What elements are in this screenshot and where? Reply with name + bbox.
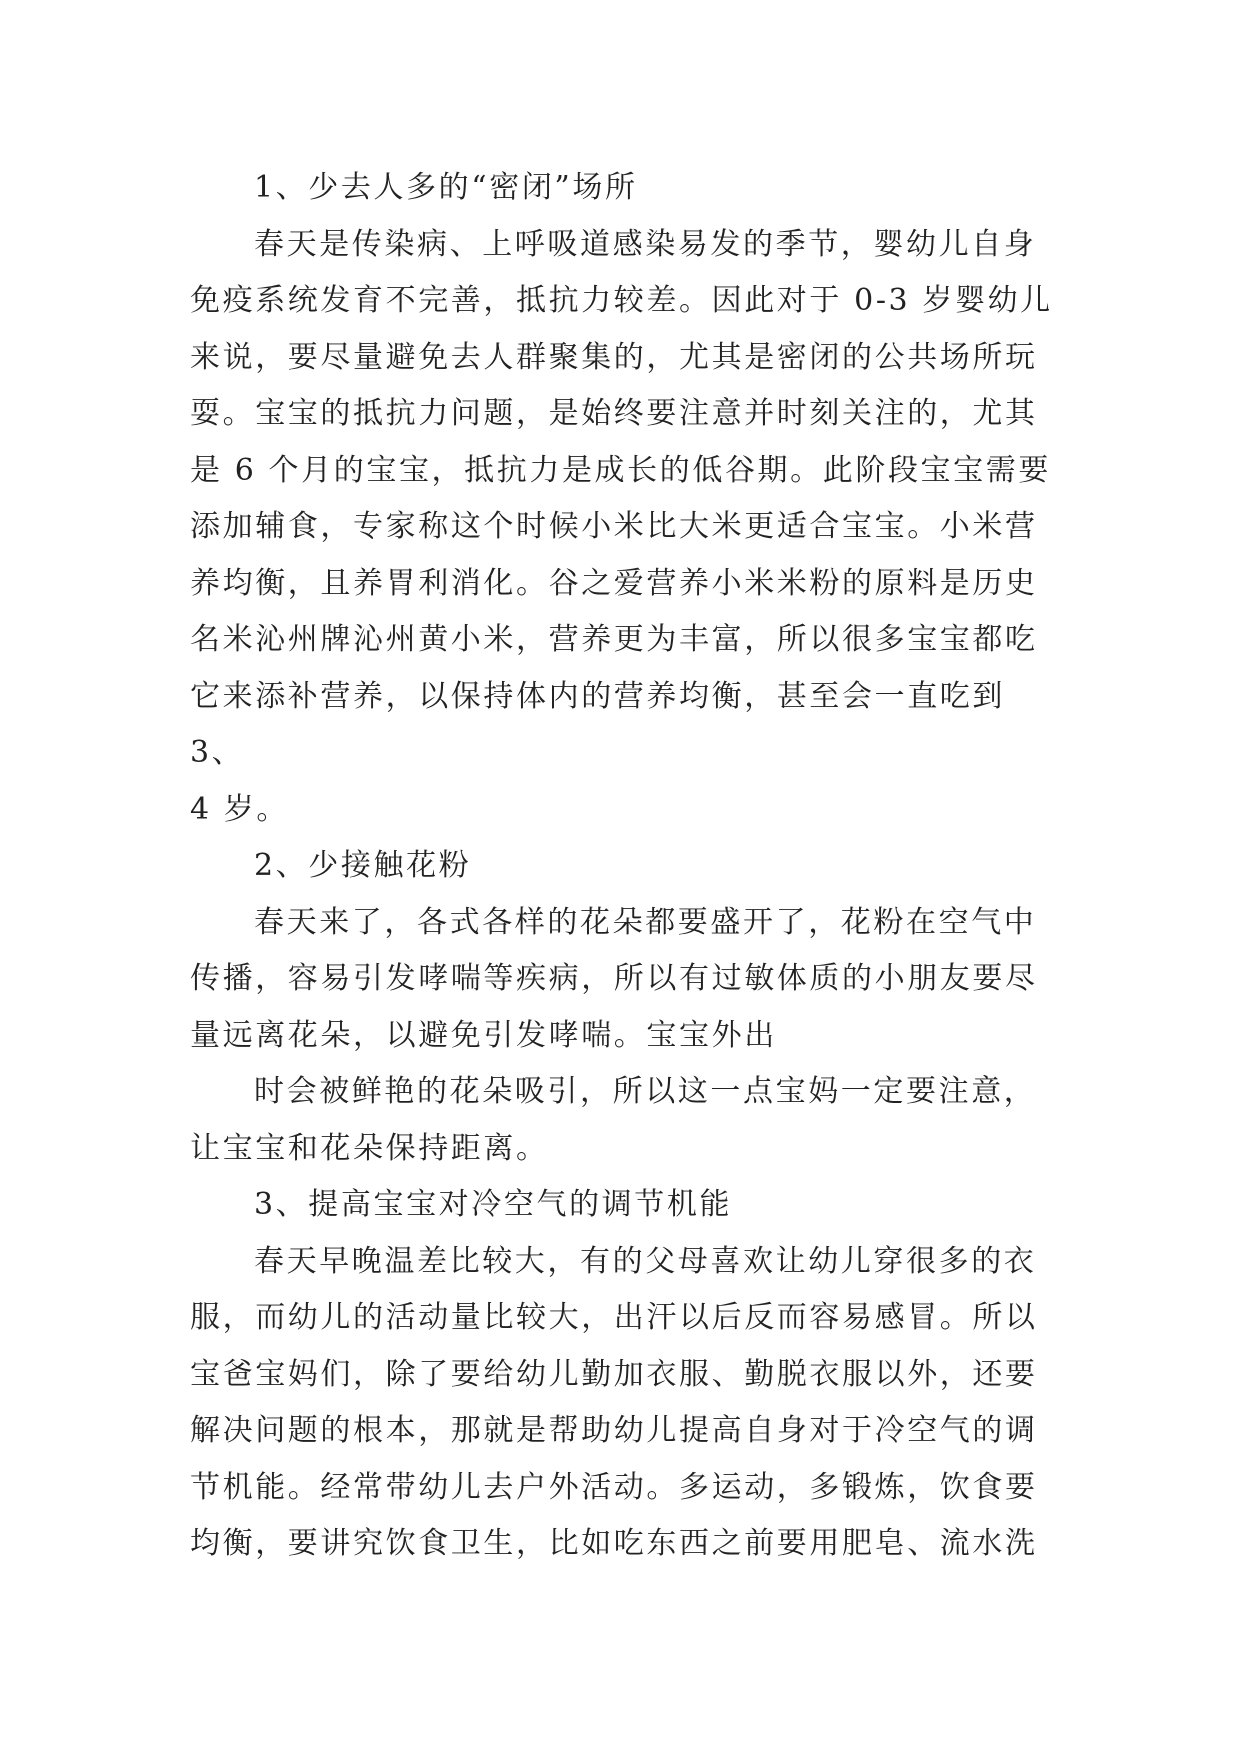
paragraph-line: 传播，容易引发哮喘等疾病，所以有过敏体质的小朋友要尽 bbox=[190, 961, 1038, 996]
paragraph-line: 春天是传染病、上呼吸道感染易发的季节，婴幼儿自身 bbox=[254, 226, 1037, 262]
paragraph-line: 解决问题的根本，那就是帮助幼儿提高自身对于冷空气的调 bbox=[190, 1413, 1038, 1448]
paragraph-line: 均衡，要讲究饮食卫生，比如吃东西之前要用肥皂、流水洗 bbox=[190, 1526, 1038, 1561]
paragraph-line: 来说，要尽量避免去人群聚集的，尤其是密闭的公共场所玩 bbox=[190, 339, 1038, 375]
paragraph-line: 是 6 个月的宝宝，抵抗力是成长的低谷期。此阶段宝宝需要 bbox=[190, 452, 1051, 488]
paragraph-line: 4 岁。 bbox=[190, 791, 290, 827]
paragraph-line: 节机能。经常带幼儿去户外活动。多运动，多锻炼，饮食要 bbox=[190, 1469, 1038, 1505]
paragraph-line: 服，而幼儿的活动量比较大，出汗以后反而容易感冒。所以 bbox=[190, 1300, 1038, 1335]
paragraph-line: 养均衡，且养胃利消化。谷之爱营养小米米粉的原料是历史 bbox=[190, 565, 1038, 601]
paragraph-line: 让宝宝和花朵保持距离。 bbox=[190, 1130, 549, 1166]
paragraph-line: 它来添补营养，以保持体内的营养均衡，甚至会一直吃到 3、 bbox=[190, 678, 1018, 770]
paragraph-line: 时会被鲜艳的花朵吸引，所以这一点宝妈一定要注意， bbox=[254, 1074, 1037, 1109]
section-heading-1: 1、少去人多的“密闭”场所 bbox=[254, 170, 638, 205]
section-heading-3: 3、提高宝宝对冷空气的调节机能 bbox=[254, 1187, 733, 1222]
paragraph-line: 耍。宝宝的抵抗力问题，是始终要注意并时刻关注的，尤其 bbox=[190, 396, 1038, 431]
paragraph-line: 宝爸宝妈们，除了要给幼儿勤加衣服、勤脱衣服以外，还要 bbox=[190, 1356, 1038, 1392]
paragraph-line: 春天早晚温差比较大，有的父母喜欢让幼儿穿很多的衣 bbox=[254, 1243, 1037, 1279]
section-heading-2: 2、少接触花粉 bbox=[254, 848, 472, 883]
paragraph-line: 量远离花朵，以避免引发哮喘。宝宝外出 bbox=[190, 1017, 777, 1053]
document-body bbox=[190, 160, 1070, 1573]
paragraph-line: 免疫系统发育不完善，抵抗力较差。因此对于 0-3 岁婴幼儿 bbox=[190, 283, 1053, 318]
paragraph-line: 名米沁州牌沁州黄小米，营养更为丰富，所以很多宝宝都吃 bbox=[190, 622, 1038, 657]
paragraph-line: 春天来了，各式各样的花朵都要盛开了，花粉在空气中 bbox=[254, 904, 1037, 940]
paragraph-line: 添加辅食，专家称这个时候小米比大米更适合宝宝。小米营 bbox=[190, 509, 1038, 544]
